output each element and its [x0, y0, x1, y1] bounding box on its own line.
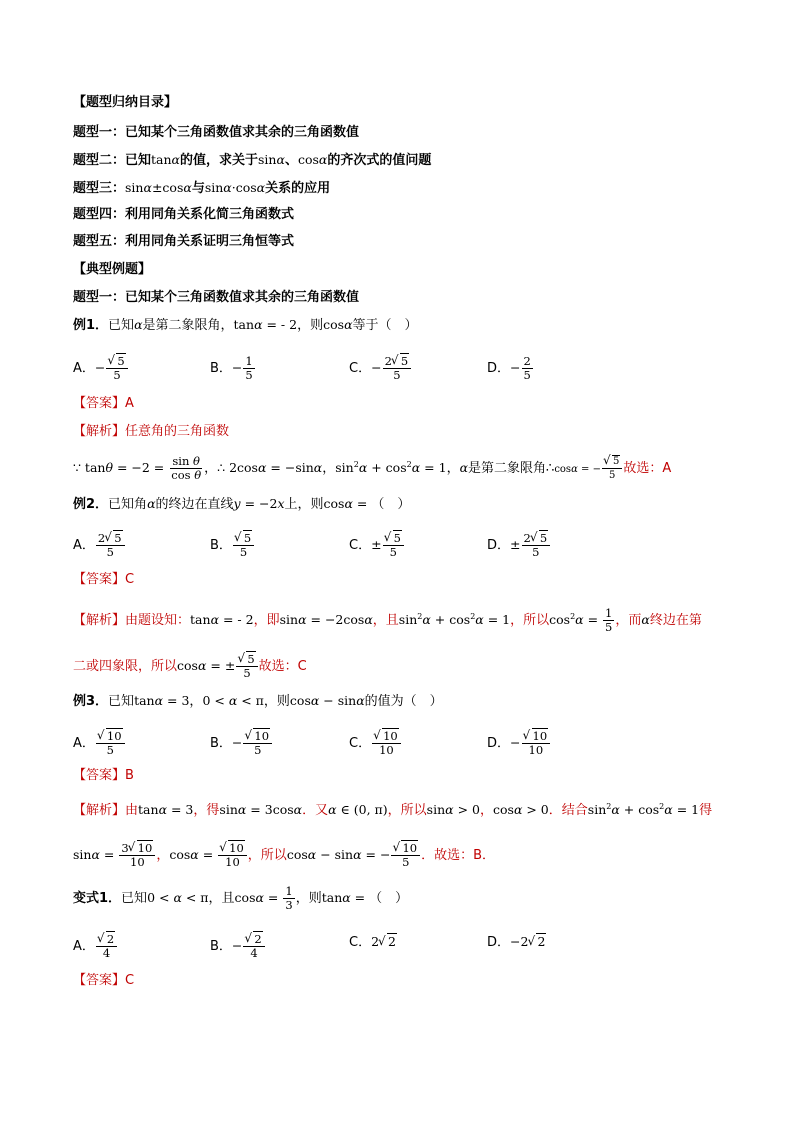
- catalog-item-2: 题型二：已知tanα的值，求关于sinα、cosα的齐次式的值问题: [73, 152, 432, 168]
- ex3-question: 例3．已知tanα = 3，0 < α < π，则cosα − sinα的值为（ ）: [73, 693, 443, 709]
- ex1-option-d: D．− $\frac{2}{5}$: [487, 354, 531, 382]
- ex1-option-a: A．− √ $\frac{5}{5}$: [73, 355, 129, 382]
- ex2-answer: 【答案】C: [73, 572, 135, 587]
- type1-title: 题型一：已知某个三角函数值求其余的三角函数值: [73, 290, 360, 305]
- ex3-option-d: D．− √ $\frac{10}{10}$: [487, 730, 551, 757]
- ex2-option-b: B． √ $\frac{5}{5}$: [210, 532, 255, 559]
- ex1-option-b: B．− $\frac{1}{5}$: [210, 354, 253, 382]
- ex2-option-d: D．± $\frac{2√ 5}{5}$: [487, 532, 551, 559]
- catalog-item-5: 题型五：利用同角关系证明三角恒等式: [73, 234, 295, 249]
- examples-heading: 【典型例题】: [73, 262, 152, 277]
- ex3-option-a: A． √ $\frac{10}{5}$: [73, 730, 126, 757]
- ex1-answer: 【答案】A: [73, 396, 134, 411]
- ex3-solution-line1: 【解析】由tanα = 3，得sinα = 3cosα．又α ∈ (0, π)，所以sinα > 0，cosα > 0．结合$\sin^2\alpha + \cos^2\alpha = 1$得: [73, 802, 713, 818]
- ex1-solution: ∵ tanθ = −2 = $\frac{\text{sin θ}}{\text{cos θ}}$ ，∴ 2cosα = −sinα，$\sin^2\alpha + \cos^2\alpha = 1$，α是第二象限角∴cosα = − √ $\frac{5}{5}$ 故选：A: [73, 455, 671, 482]
- ex2-question: 例2．已知角α的终边在直线y = −2x上，则cosα = （ ）: [73, 496, 411, 512]
- ex2-option-a: A． $\frac{2√ 5}{5}$: [73, 532, 126, 559]
- ex3-option-b: B．− √ $\frac{10}{5}$: [210, 730, 273, 757]
- catalog-heading: 【题型归纳目录】: [73, 95, 178, 110]
- var1-question: 变式1．已知0 < α < π，且cosα = $\frac{1}{3}$ ，则tanα = （ ）: [73, 884, 409, 912]
- ex1-question: 例1．已知α是第二象限角，tanα = - 2，则cosα等于（ ）: [73, 317, 418, 333]
- var1-option-c: C．2√ 2: [349, 933, 397, 952]
- catalog-item-1: 题型一：已知某个三角函数值求其余的三角函数值: [73, 125, 360, 140]
- var1-option-b: B．− √ $\frac{2}{4}$: [210, 933, 266, 960]
- catalog-item-3: 题型三：sinα±cosα与sinα·cosα关系的应用: [73, 180, 331, 196]
- ex3-solution-line2: sinα = $\frac{3√ 10}{10}$ ，cosα = √ $\frac{10}{10}$ ，所以cosα − sinα = − √ $\frac{10}{5}$ ．故选：B．: [73, 842, 495, 869]
- catalog-item-4: 题型四：利用同角关系化简三角函数式: [73, 207, 295, 222]
- ex2-solution-line2: 二或四象限，所以cosα = ± √ $\frac{5}{5}$ 故选：C: [73, 653, 307, 680]
- ex2-option-c: C．± √ $\frac{5}{5}$: [349, 532, 405, 559]
- ex3-answer: 【答案】B: [73, 768, 134, 783]
- ex1-option-c: C．− $\frac{2√ 5}{5}$: [349, 355, 412, 382]
- ex3-option-c: C． √ $\frac{10}{10}$: [349, 730, 402, 757]
- ex1-analysis: 【解析】任意角的三角函数: [73, 424, 230, 439]
- var1-option-d: D．−2√ 2: [487, 933, 546, 952]
- var1-option-a: A． √ $\frac{2}{4}$: [73, 933, 118, 960]
- ex2-solution-line1: 【解析】由题设知：tanα = - 2，即sinα = −2cosα，且$\sin^2\alpha + \cos^2\alpha = 1$，所以$\cos^2\alpha$ = $\frac{1}{5}$ ，而α终边在第: [73, 606, 702, 634]
- var1-answer: 【答案】C: [73, 973, 135, 988]
